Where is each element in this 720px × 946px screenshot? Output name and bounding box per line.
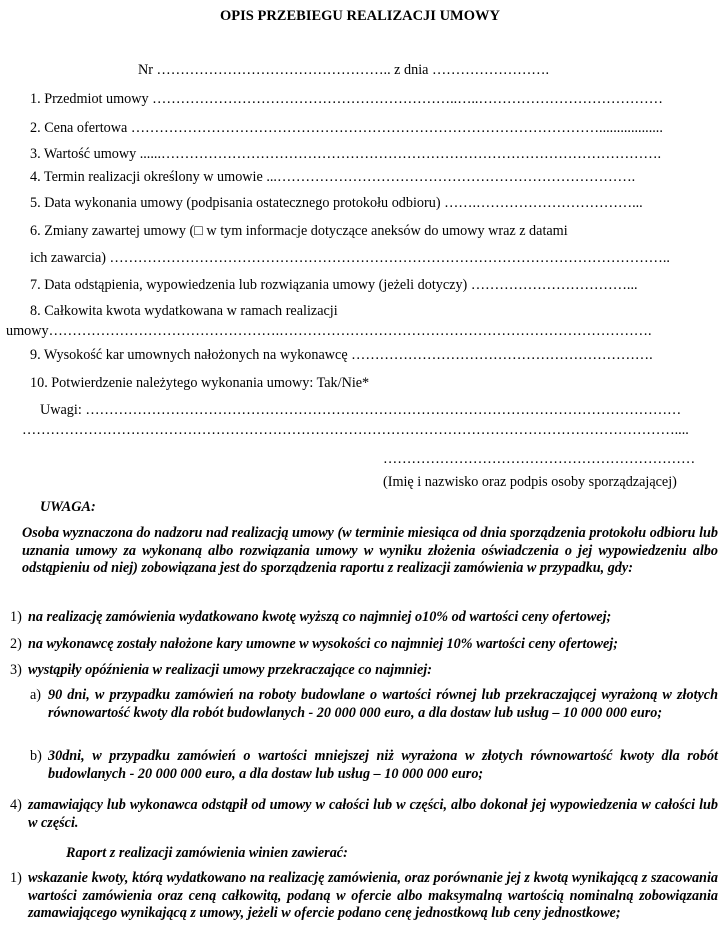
form-line-changes-cont: ich zawarcia) ……………………………………………………………………………………………………….. xyxy=(30,250,670,266)
subcase-text: 90 dni, w przypadku zamówień na roboty budowlane o wartości równej lub przekraczającej wyrażoną w złotych równowartość kwoty dla robót budowlanych - 20 000 000 euro, a dla dostaw lub usług – 10 000 000 euro; xyxy=(48,687,718,721)
subcase-number: b) xyxy=(30,748,42,764)
form-line-completion-date: 5. Data wykonania umowy (podpisania ostatecznego protokołu odbioru) …….……………………………... xyxy=(30,195,643,211)
number-date-line: Nr ………………………………………….. z dnia ……………………. xyxy=(138,62,550,78)
case-number: 1) xyxy=(10,609,22,625)
case-number: 3) xyxy=(10,662,22,678)
signature-dots: ………………………………………………………… xyxy=(383,451,696,467)
case-number: 4) xyxy=(10,797,22,813)
form-line-deadline: 4. Termin realizacji określony w umowie ...…………………………………………………………………. xyxy=(30,169,636,185)
signature-caption: (Imię i nazwisko oraz podpis osoby sporządzającej) xyxy=(383,474,677,490)
subcase-text: 30dni, w przypadku zamówień o wartości mniejszej niż wyrażona w złotych równowartość kwoty dla robót budowlanych - 20 000 000 euro, a dla dostaw lub usług – 10 000 000 euro; xyxy=(48,748,718,782)
form-line-subject: 1. Przedmiot umowy ………………………………………………………..…..………………………………… xyxy=(30,91,663,107)
case-text: na wykonawcę zostały nałożone kary umowne w wysokości co najmniej 10% wartości ceny ofertowej; xyxy=(28,636,618,652)
form-line-penalties: 9. Wysokość kar umownych nałożonych na wykonawcę ………………………………………………………. xyxy=(30,347,653,363)
form-line-contract-value: 3. Wartość umowy ......……………………………………………………………………………………………. xyxy=(30,146,662,162)
note-heading: UWAGA: xyxy=(40,499,96,515)
case-item xyxy=(28,609,718,627)
report-item-number: 1) xyxy=(10,870,22,886)
form-line-offer-price: 2. Cena ofertowa ……………………………………………………………………………………….................. xyxy=(30,120,663,136)
form-line-total-amount-cont: umowy………………………………………….……………………………………………………………………. xyxy=(6,323,652,339)
note-intro xyxy=(22,525,718,578)
document-title: OPIS PRZEBIEGU REALIZACJI UMOWY xyxy=(220,8,500,24)
report-item-text: wskazanie kwoty, którą wydatkowano na realizację zamówienia, oraz porównanie jej z kwotą wynikającą z szacowania wartości zamówienia oraz ceną całkowitą, podaną w ofercie albo maksymalną wartością nominalną zobowiązania zamawiającego wynikającą z umowy, jeżeli w ofercie podano cenę jednostkową lub ceny jednostkowe; xyxy=(28,870,718,921)
case-text: na realizację zamówienia wydatkowano kwotę wyższą co najmniej o10% od wartości ceny ofertowej; xyxy=(28,609,612,625)
subcase-item xyxy=(48,748,718,783)
form-line-remarks-cont: ………………………………………………………………………………………………………………………….... xyxy=(22,422,689,438)
note-intro-text: Osoba wyznaczona do nadzoru nad realizacją umowy (w terminie miesiąca od dnia sporządzenia protokołu odbioru lub uznania umowy za wykonaną albo rozwiązania umowy w wyniku złożenia oświadczenia o jej wypowiedzeniu albo odstąpieniu od niej) zobowiązana jest do sporządzenia raportu z realizacji zamówienia w przypadku, gdy: xyxy=(22,525,718,576)
form-line-termination-date: 7. Data odstąpienia, wypowiedzenia lub rozwiązania umowy (jeżeli dotyczy) ……………………………... xyxy=(30,277,638,293)
case-text: zamawiający lub wykonawca odstąpił od umowy w całości lub w części, albo dokonał jej wypowiedzenia w całości lub w części. xyxy=(28,797,718,831)
subcase-item xyxy=(48,687,718,722)
subcase-number: a) xyxy=(30,687,42,703)
case-item xyxy=(28,636,718,654)
report-heading: Raport z realizacji zamówienia winien zawierać: xyxy=(66,845,348,861)
case-item xyxy=(28,662,718,680)
report-item xyxy=(28,870,718,923)
case-text: wystąpiły opóźnienia w realizacji umowy przekraczające co najmniej: xyxy=(28,662,432,678)
form-line-remarks: Uwagi: ……………………………………………………………………………………………………………… xyxy=(40,402,682,418)
case-item xyxy=(28,797,718,832)
form-line-changes: 6. Zmiany zawartej umowy (□ w tym informacje dotyczące aneksów do umowy wraz z datami xyxy=(30,223,568,239)
case-number: 2) xyxy=(10,636,22,652)
form-line-confirmation: 10. Potwierdzenie należytego wykonania umowy: Tak/Nie* xyxy=(30,375,370,391)
form-line-total-amount: 8. Całkowita kwota wydatkowana w ramach realizacji xyxy=(30,303,338,319)
